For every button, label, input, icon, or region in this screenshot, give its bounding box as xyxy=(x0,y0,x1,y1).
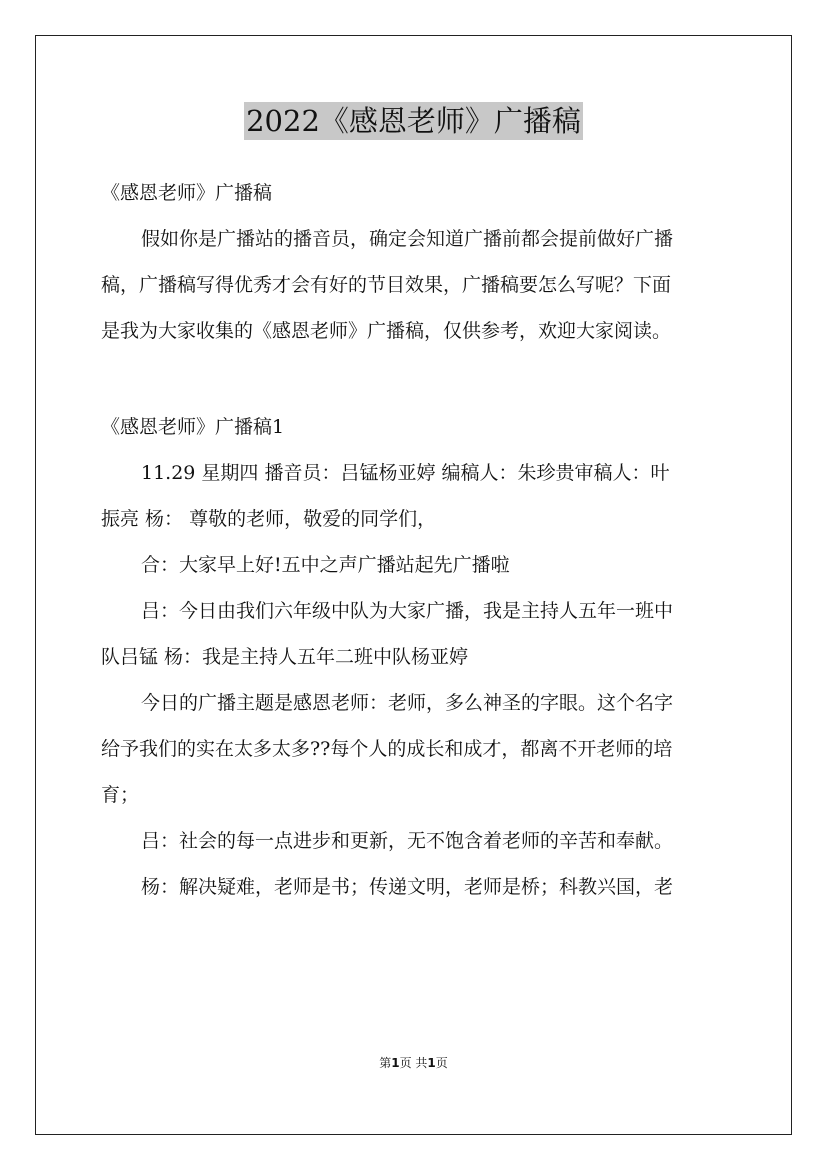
body-line: 给予我们的实在太多太多??每个人的成长和成才，都离不开老师的培 xyxy=(101,738,673,760)
body-line: 11.29 星期四 播音员：吕锰杨亚婷 编稿人：朱珍贵审稿人：叶 xyxy=(141,462,670,484)
section-gap xyxy=(101,359,727,409)
document-title: 2022《感恩老师》广播稿 xyxy=(246,104,581,138)
intro-line: 是我为大家收集的《感恩老师》广播稿，仅供参考，欢迎大家阅读。 xyxy=(101,320,672,342)
footer-total-pages: 1 xyxy=(427,1056,436,1070)
body-line: 振亮 杨： 尊敬的老师，敬爱的同学们， xyxy=(101,508,437,530)
body-line: 杨：解决疑难，老师是书；传递文明，老师是桥；科教兴国，老 xyxy=(141,876,674,898)
body-line: 吕：社会的每一点进步和更新，无不饱含着老师的辛苦和奉献。 xyxy=(141,830,674,852)
page-footer xyxy=(0,1055,827,1071)
intro-line: 假如你是广播站的播音员，确定会知道广播前都会提前做好广播 xyxy=(141,228,674,250)
footer-prefix: 第 xyxy=(379,1056,392,1070)
section-title: 《感恩老师》广播稿1 xyxy=(101,416,285,438)
body-line: 队吕锰 杨：我是主持人五年二班中队杨亚婷 xyxy=(101,646,469,668)
footer-page-number: 1 xyxy=(391,1056,400,1070)
footer-mid: 页 共 xyxy=(399,1056,428,1070)
intro-line: 稿，广播稿写得优秀才会有好的节目效果，广播稿要怎么写呢？下面 xyxy=(101,274,672,296)
document-body xyxy=(101,175,727,915)
body-line: 合：大家早上好!五中之声广播站起先广播啦 xyxy=(141,554,510,576)
document-subtitle: 《感恩老师》广播稿 xyxy=(101,182,273,204)
body-line: 育； xyxy=(101,784,140,806)
footer-suffix: 页 xyxy=(435,1056,448,1070)
title-container xyxy=(0,102,827,140)
body-line: 吕：今日由我们六年级中队为大家广播，我是主持人五年一班中 xyxy=(141,600,674,622)
body-line: 今日的广播主题是感恩老师：老师，多么神圣的字眼。这个名字 xyxy=(141,692,674,714)
